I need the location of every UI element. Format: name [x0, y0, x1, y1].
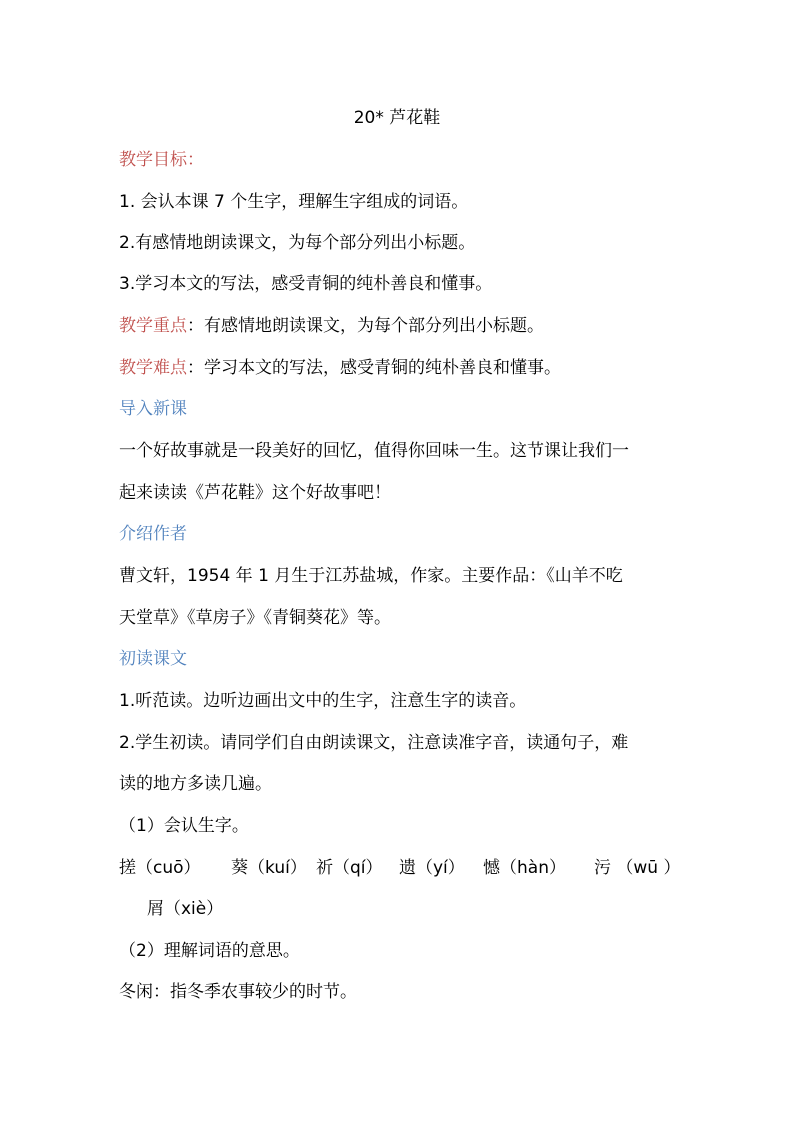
sub-heading-2: （2）理解词语的意思。 — [119, 941, 300, 961]
char-item: 祈（qí） — [316, 858, 383, 878]
difficulty-text: ：学习本文的写法，感受青铜的纯朴善良和懂事。 — [187, 358, 561, 378]
intro-line-1: 一个好故事就是一段美好的回忆，值得你回味一生。这节课让我们一 — [119, 441, 629, 461]
reading-heading: 初读课文 — [119, 649, 187, 669]
intro-line-2: 起来读读《芦花鞋》这个好故事吧！ — [119, 483, 391, 503]
intro-heading: 导入新课 — [119, 399, 187, 419]
lesson-title: 20* 芦花鞋 — [353, 108, 441, 128]
key-point-text: ：有感情地朗读课文，为每个部分列出小标题。 — [187, 316, 544, 336]
difficulty-label: 教学难点 — [119, 358, 187, 378]
author-heading: 介绍作者 — [119, 524, 187, 544]
author-line-2: 天堂草》《草房子》《青铜葵花》等。 — [119, 608, 391, 628]
goal-2: 2.有感情地朗读课文，为每个部分列出小标题。 — [119, 233, 476, 253]
key-point-label: 教学重点 — [119, 316, 187, 336]
sub-heading-1: （1）会认生字。 — [119, 816, 249, 836]
word-definition-1: 冬闲：指冬季农事较少的时节。 — [119, 982, 357, 1002]
reading-step-2-line-1: 2.学生初读。请同学们自由朗读课文，注意读准字音，读通句子，难 — [119, 733, 629, 753]
char-item: 葵（kuí） — [231, 858, 307, 878]
char-item: 憾（hàn） — [483, 858, 566, 878]
goal-1: 1. 会认本课 7 个生字，理解生字组成的词语。 — [119, 192, 469, 212]
goals-heading: 教学目标： — [119, 150, 204, 170]
reading-step-2-line-2: 读的地方多读几遍。 — [119, 774, 272, 794]
char-item: 搓（cuō） — [119, 858, 201, 878]
char-item: 屑（xiè） — [147, 899, 224, 919]
key-point-line — [119, 315, 544, 337]
difficulty-line — [119, 357, 561, 379]
char-item: 污 （wū ） — [594, 858, 681, 878]
reading-step-1: 1.听范读。边听边画出文中的生字，注意生字的读音。 — [119, 691, 527, 711]
char-item: 遗（yí） — [399, 858, 465, 878]
goal-3: 3.学习本文的写法，感受青铜的纯朴善良和懂事。 — [119, 274, 493, 294]
author-line-1: 曹文轩，1954 年 1 月生于江苏盐城，作家。主要作品：《山羊不吃 — [119, 566, 623, 586]
